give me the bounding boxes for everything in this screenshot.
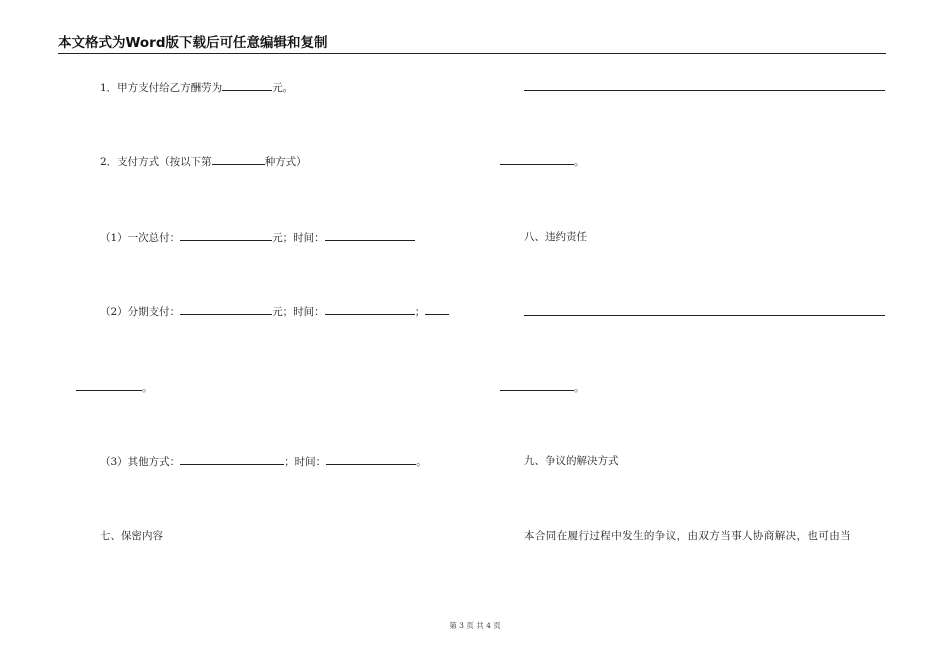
payment-method-blank <box>212 154 265 165</box>
page-header <box>58 34 886 54</box>
option-lump-sum-time-label: 元；时间： <box>272 232 325 244</box>
right-fill-end-1 <box>500 154 585 169</box>
payment-method-line <box>100 154 307 169</box>
right-fill-end-1-blank <box>500 154 574 165</box>
option-lump-sum-label: （1）一次总付： <box>100 232 181 244</box>
payment-amount-line <box>100 80 293 95</box>
right-fill-end-2-suffix: 。 <box>574 382 585 394</box>
payment-amount-blank <box>222 80 272 91</box>
payment-method-label: 2．支付方式（按以下第 <box>100 156 212 168</box>
option-other-suffix: 。 <box>416 456 427 468</box>
option-other-time-blank <box>326 454 416 465</box>
option-installment-amount-blank <box>180 304 272 315</box>
section-7-title: 七、保密内容 <box>100 530 163 542</box>
section-8-title: 八、违约责任 <box>524 231 587 243</box>
option-installment-cont-suffix: 。 <box>142 382 153 394</box>
option-lump-sum-amount-blank <box>180 230 272 241</box>
payment-amount-label: 1．甲方支付给乙方酬劳为 <box>100 82 223 94</box>
section-9-paragraph: 本合同在履行过程中发生的争议，由双方当事人协商解决，也可由当 <box>524 530 851 542</box>
option-other-time-label: ；时间： <box>284 456 327 468</box>
section-9-title: 九、争议的解决方式 <box>524 455 619 467</box>
right-fill-end-1-suffix: 。 <box>574 156 585 168</box>
option-other-blank <box>180 454 284 465</box>
page-footer: 第 3 页 共 4 页 <box>449 621 501 630</box>
right-fill-rule-2 <box>524 315 885 316</box>
option-installment-label: （2）分期支付： <box>100 306 181 318</box>
right-fill-end-2 <box>500 380 585 395</box>
option-lump-sum <box>100 230 415 245</box>
option-installment-sep: ； <box>414 306 426 318</box>
option-installment-time-blank <box>325 304 415 315</box>
option-installment <box>100 304 449 319</box>
payment-amount-suffix: 元。 <box>272 82 294 94</box>
option-installment-continued <box>76 380 153 395</box>
option-installment-extra-blank <box>425 304 449 315</box>
option-other <box>100 454 427 469</box>
option-installment-time-label: 元；时间： <box>272 306 325 318</box>
option-other-label: （3）其他方式： <box>100 456 181 468</box>
option-lump-sum-time-blank <box>325 230 415 241</box>
header-title: 本文格式为Word版下载后可任意编辑和复制 <box>58 35 328 51</box>
payment-method-suffix: 种方式） <box>264 156 307 168</box>
right-fill-end-2-blank <box>500 380 574 391</box>
option-installment-cont-blank <box>76 380 142 391</box>
right-fill-rule-1 <box>524 90 885 91</box>
